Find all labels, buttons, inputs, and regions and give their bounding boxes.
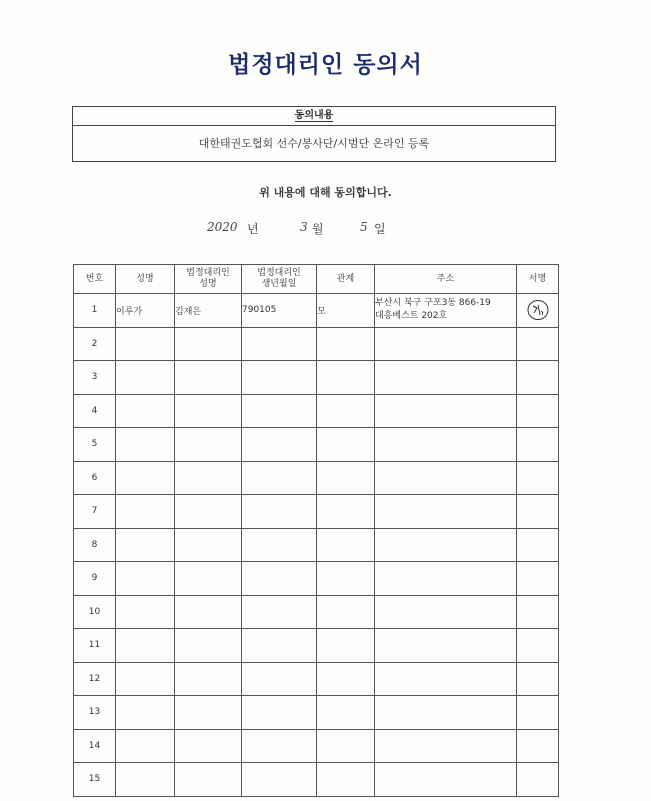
table-row (74, 562, 559, 596)
consent-header-label: 동의내용 (294, 110, 334, 121)
header-name: 성명 (116, 265, 175, 294)
table-row (74, 662, 559, 696)
consent-box (72, 106, 556, 162)
row-no: 4 (74, 394, 116, 428)
consent-header (73, 107, 555, 126)
header-guardian-name: 법정대리인 성명 (175, 265, 242, 294)
row-guardian-name: 김재은 (175, 294, 242, 328)
table-row (74, 495, 559, 529)
table-row (74, 428, 559, 462)
table-row (74, 327, 559, 361)
row-no: 10 (74, 595, 116, 629)
row-no: 11 (74, 629, 116, 663)
header-relation: 관계 (317, 265, 375, 294)
table-row (74, 696, 559, 730)
header-address: 주소 (375, 265, 517, 294)
row-no: 2 (74, 327, 116, 361)
row-relation: 모 (317, 294, 375, 328)
agree-statement: 위 내용에 대해 동의합니다. (259, 186, 392, 199)
row-no: 9 (74, 562, 116, 596)
table-row (74, 528, 559, 562)
table-row (74, 294, 559, 328)
consent-content: 대한태권도협회 선수/봉사단/시범단 온라인 등록 (198, 137, 430, 150)
date-month-value: 3 (300, 220, 308, 234)
table-row (74, 461, 559, 495)
row-name: 이루가 (116, 294, 175, 328)
table-row (74, 729, 559, 763)
row-no: 8 (74, 528, 116, 562)
table-header-row (74, 265, 559, 294)
table-row (74, 595, 559, 629)
page-title: 법정대리인 동의서 (228, 52, 423, 78)
row-no: 6 (74, 461, 116, 495)
header-no: 번호 (74, 265, 116, 294)
table-row (74, 361, 559, 395)
row-no: 15 (74, 763, 116, 797)
row-no: 14 (74, 729, 116, 763)
date-day-value: 5 (360, 220, 368, 234)
row-no: 7 (74, 495, 116, 529)
row-no: 5 (74, 428, 116, 462)
consent-table (73, 264, 559, 797)
table-row (74, 629, 559, 663)
row-no: 3 (74, 361, 116, 395)
row-no: 1 (74, 294, 116, 328)
table-row (74, 763, 559, 797)
date-day-label: 일 (374, 222, 386, 236)
table-row (74, 394, 559, 428)
row-address: 부산시 북구 구포3동 866-19 대흥베스트 202호 (375, 294, 517, 328)
date-year-value: 2020 (207, 220, 238, 234)
header-signature: 서명 (517, 265, 559, 294)
date-year-label: 년 (247, 222, 259, 236)
header-guardian-birth: 법정대리인 생년월일 (242, 265, 317, 294)
row-signature (517, 294, 559, 328)
row-no: 13 (74, 696, 116, 730)
row-guardian-birth: 790105 (242, 294, 317, 328)
row-no: 12 (74, 662, 116, 696)
date-month-label: 월 (312, 222, 324, 236)
signature-mark (525, 297, 551, 323)
